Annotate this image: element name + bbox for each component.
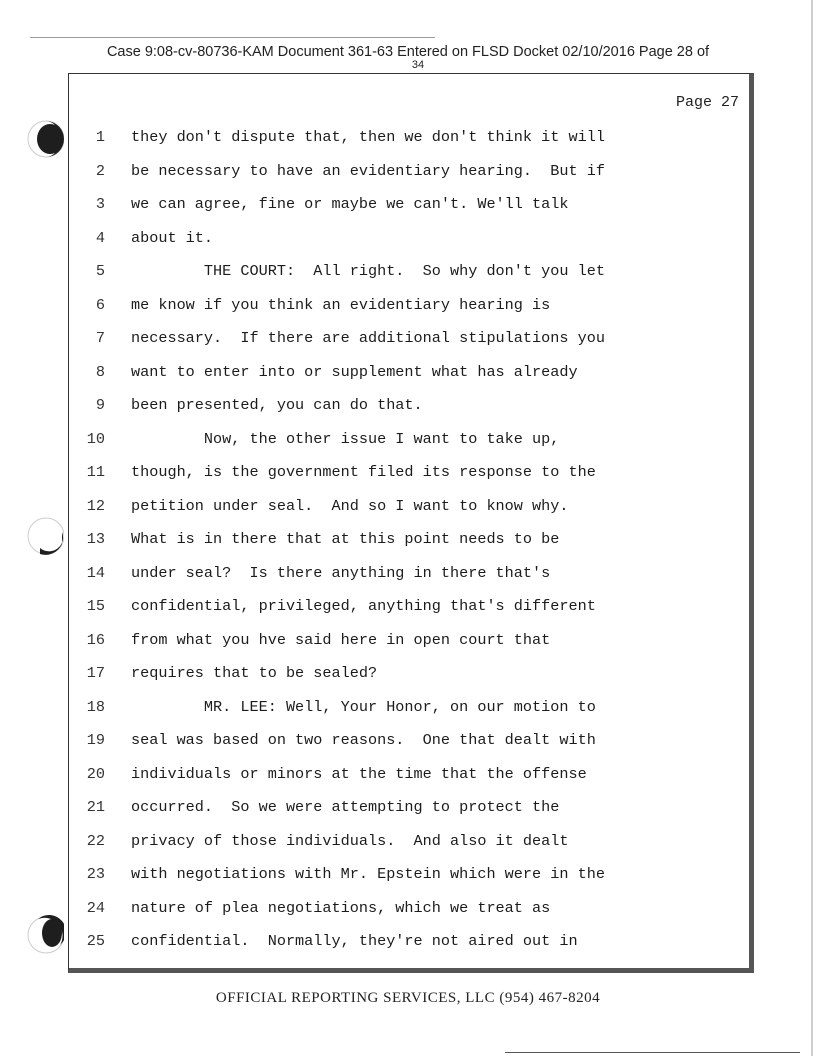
transcript-line xyxy=(69,322,749,356)
transcript-line xyxy=(69,557,749,591)
transcript-line xyxy=(69,490,749,524)
line-text: occurred. So we were attempting to protect the xyxy=(131,798,560,816)
transcript-line xyxy=(69,758,749,792)
transcript-line xyxy=(69,188,749,222)
top-rule xyxy=(30,37,435,38)
line-number: 25 xyxy=(86,932,105,950)
line-text: Now, the other issue I want to take up, xyxy=(131,429,560,448)
line-number: 11 xyxy=(86,463,105,481)
transcript-line xyxy=(69,255,749,289)
line-number: 18 xyxy=(86,697,105,716)
line-text: confidential, privileged, anything that's different xyxy=(131,597,596,615)
transcript-line xyxy=(69,657,749,691)
transcript-line xyxy=(69,222,749,256)
transcript-line xyxy=(69,624,749,658)
line-text: confidential. Normally, they're not aired out in xyxy=(131,932,578,950)
line-text: nature of plea negotiations, which we treat as xyxy=(131,898,551,917)
transcript-line xyxy=(69,825,749,859)
line-text: privacy of those individuals. And also it dealt xyxy=(131,831,569,850)
transcript-line xyxy=(69,356,749,390)
line-text: with negotiations with Mr. Epstein which were in the xyxy=(131,865,605,883)
docket-header-page-total: 34 xyxy=(411,59,425,71)
page-edge-shadow xyxy=(811,0,813,1056)
reporter-footer: OFFICIAL REPORTING SERVICES, LLC (954) 467-8204 xyxy=(215,990,601,1006)
line-text: me know if you think an evidentiary hearing is xyxy=(131,295,551,314)
line-number: 1 xyxy=(95,128,105,146)
line-text: they don't dispute that, then we don't think it will xyxy=(131,128,605,146)
line-number: 14 xyxy=(86,563,105,582)
docket-header xyxy=(0,44,816,69)
transcript-line xyxy=(69,389,749,423)
line-text: MR. LEE: Well, Your Honor, on our motion to xyxy=(131,697,596,716)
transcript-line xyxy=(69,289,749,323)
transcript-line xyxy=(69,590,749,624)
line-text: been presented, you can do that. xyxy=(131,396,423,414)
transcript-line xyxy=(69,456,749,490)
transcript-line xyxy=(69,791,749,825)
line-number: 19 xyxy=(86,731,105,749)
transcript-line xyxy=(69,423,749,457)
line-number: 10 xyxy=(86,429,105,448)
line-number: 21 xyxy=(86,798,105,816)
line-text: requires that to be sealed? xyxy=(131,664,378,682)
transcript-line xyxy=(69,925,749,959)
bottom-rule xyxy=(505,1052,800,1053)
transcript-line xyxy=(69,121,749,155)
line-number: 6 xyxy=(95,295,105,314)
line-number: 17 xyxy=(86,664,105,682)
line-text: want to enter into or supplement what has already xyxy=(131,362,578,381)
line-text: necessary. If there are additional stipulations you xyxy=(131,329,605,347)
line-text: about it. xyxy=(131,228,214,247)
line-number: 5 xyxy=(95,262,105,280)
line-text: petition under seal. And so I want to know why. xyxy=(131,496,569,515)
line-number: 9 xyxy=(95,396,105,414)
line-text: seal was based on two reasons. One that dealt with xyxy=(131,731,596,749)
line-number: 12 xyxy=(86,496,105,515)
line-number: 8 xyxy=(95,362,105,381)
line-number: 22 xyxy=(86,831,105,850)
line-text: we can agree, fine or maybe we can't. We'll talk xyxy=(131,195,569,213)
line-text: individuals or minors at the time that the offense xyxy=(131,764,587,783)
line-number: 7 xyxy=(95,329,105,347)
transcript-line xyxy=(69,892,749,926)
line-number: 24 xyxy=(86,898,105,917)
line-number: 2 xyxy=(95,161,105,180)
transcript-line xyxy=(69,858,749,892)
transcript-line xyxy=(69,724,749,758)
line-text: be necessary to have an evidentiary hearing. But if xyxy=(131,161,605,180)
transcript-lines xyxy=(69,121,749,959)
line-text: though, is the government filed its response to the xyxy=(131,463,596,481)
line-number: 15 xyxy=(86,597,105,615)
punch-hole-icon xyxy=(20,913,64,957)
transcript-line xyxy=(69,691,749,725)
transcript-page-number: Page 27 xyxy=(675,94,739,111)
line-number: 4 xyxy=(95,228,105,247)
transcript-line xyxy=(69,155,749,189)
docket-header-line: Case 9:08-cv-80736-KAM Document 361-63 Entered on FLSD Docket 02/10/2016 Page 28 of xyxy=(106,44,710,60)
line-text: under seal? Is there anything in there that's xyxy=(131,563,551,582)
line-number: 13 xyxy=(86,530,105,548)
transcript-page-frame xyxy=(68,73,754,973)
line-number: 16 xyxy=(86,630,105,649)
line-text: What is in there that at this point needs to be xyxy=(131,530,560,548)
transcript-line xyxy=(69,523,749,557)
punch-hole-icon xyxy=(20,514,64,558)
punch-hole-icon xyxy=(20,117,64,161)
line-text: from what you hve said here in open court that xyxy=(131,630,551,649)
line-text: THE COURT: All right. So why don't you let xyxy=(131,262,605,280)
line-number: 20 xyxy=(86,764,105,783)
line-number: 3 xyxy=(95,195,105,213)
line-number: 23 xyxy=(86,865,105,883)
